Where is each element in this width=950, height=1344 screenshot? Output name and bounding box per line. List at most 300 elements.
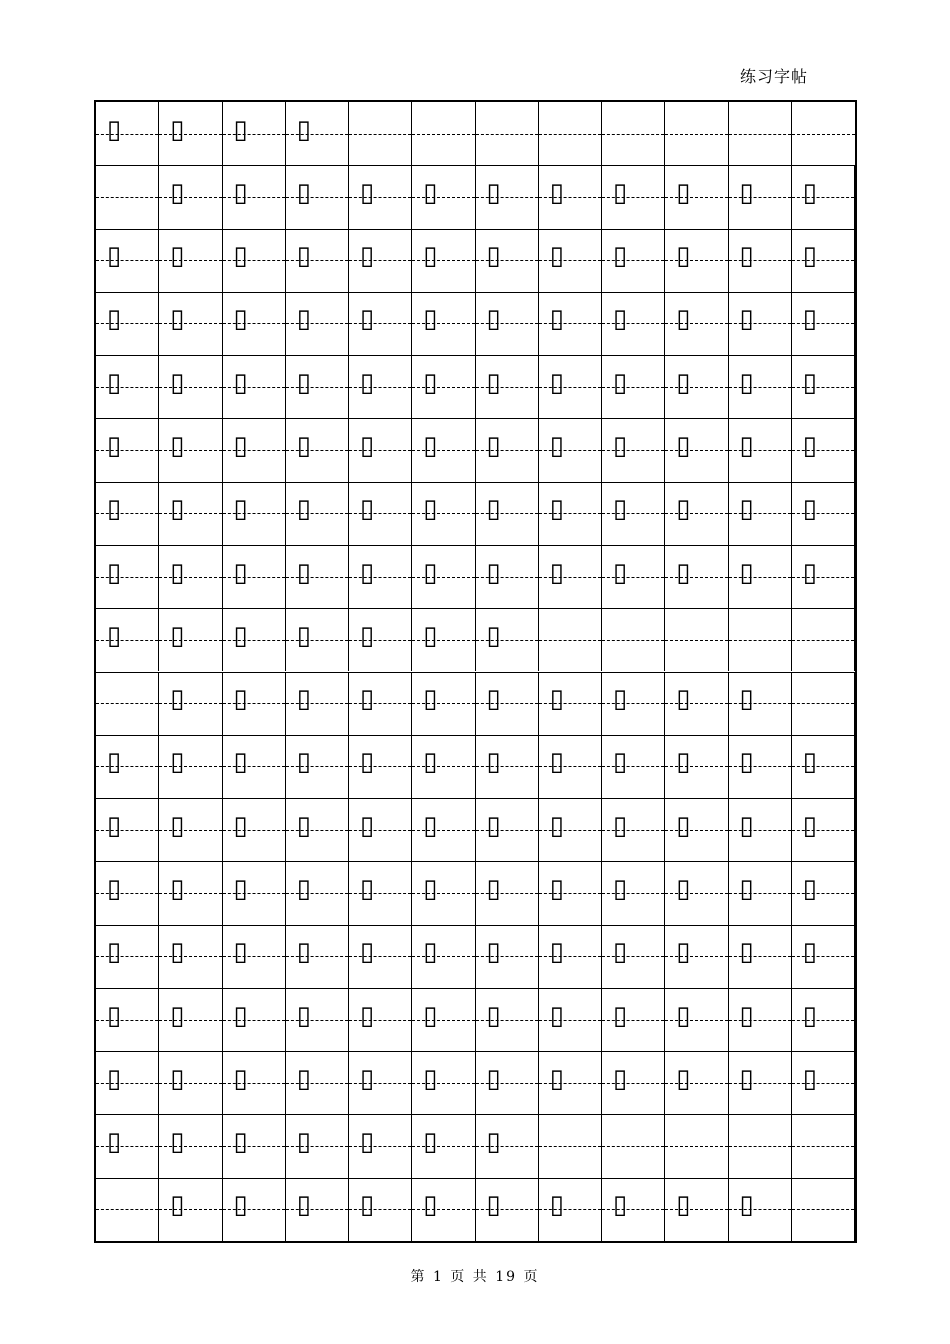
practice-character: ▯ xyxy=(739,873,754,904)
row-divider xyxy=(96,988,855,989)
grid-cell xyxy=(476,608,539,671)
grid-cell xyxy=(412,925,475,988)
grid-cell xyxy=(665,482,728,545)
grid-cell xyxy=(792,545,855,608)
practice-character: ▯ xyxy=(486,304,501,335)
practice-character: ▯ xyxy=(423,747,438,778)
practice-character: ▯ xyxy=(612,431,628,461)
practice-character: ▯ xyxy=(359,367,375,398)
grid-cell xyxy=(286,1178,349,1241)
grid-cell xyxy=(665,672,728,735)
grid-cell xyxy=(223,861,286,924)
grid-cell xyxy=(96,482,159,545)
practice-character: ▯ xyxy=(612,557,628,588)
grid-cell xyxy=(476,482,539,545)
grid-cell xyxy=(476,102,539,165)
grid-cell xyxy=(602,1114,665,1177)
cell-guide-line xyxy=(665,1146,727,1147)
grid-cell xyxy=(476,292,539,355)
grid-cell xyxy=(223,545,286,608)
grid-cell xyxy=(349,102,412,165)
grid-cell xyxy=(286,355,349,418)
grid-cell xyxy=(286,861,349,924)
grid-cell xyxy=(159,165,222,228)
practice-character: ▯ xyxy=(359,937,375,968)
practice-character: ▯ xyxy=(423,494,438,525)
grid-cell xyxy=(602,292,665,355)
grid-cell xyxy=(729,988,792,1051)
practice-character: ▯ xyxy=(233,1063,248,1094)
practice-character: ▯ xyxy=(486,873,501,904)
practice-character: ▯ xyxy=(170,241,185,272)
practice-character: ▯ xyxy=(612,177,628,208)
grid-cell xyxy=(349,418,412,481)
practice-character: ▯ xyxy=(170,557,185,588)
practice-character: ▯ xyxy=(486,177,501,208)
practice-character: ▯ xyxy=(739,1000,754,1031)
practice-character: ▯ xyxy=(170,494,185,525)
practice-character: ▯ xyxy=(802,1000,817,1031)
grid-cell xyxy=(96,798,159,861)
grid-cell xyxy=(286,672,349,735)
practice-character: ▯ xyxy=(739,431,754,461)
practice-character: ▯ xyxy=(170,177,185,208)
grid-cell xyxy=(792,672,855,735)
practice-character: ▯ xyxy=(296,873,311,904)
grid-cell xyxy=(286,102,349,165)
row-divider xyxy=(96,418,855,419)
practice-character: ▯ xyxy=(359,1190,375,1221)
grid-cell xyxy=(476,165,539,228)
grid-cell xyxy=(412,988,475,1051)
grid-cell xyxy=(349,798,412,861)
grid-cell xyxy=(729,925,792,988)
practice-character: ▯ xyxy=(233,684,248,715)
practice-character: ▯ xyxy=(106,557,122,588)
grid-cell xyxy=(349,735,412,798)
practice-character: ▯ xyxy=(676,1190,691,1221)
grid-cell xyxy=(729,735,792,798)
practice-character: ▯ xyxy=(486,494,501,525)
grid-cell xyxy=(602,735,665,798)
grid-cell xyxy=(665,1178,728,1241)
practice-character: ▯ xyxy=(802,494,817,525)
grid-cell xyxy=(792,988,855,1051)
practice-character: ▯ xyxy=(106,1127,122,1158)
grid-cell xyxy=(476,1178,539,1241)
practice-character: ▯ xyxy=(549,177,564,208)
practice-character: ▯ xyxy=(676,1000,691,1031)
practice-character: ▯ xyxy=(802,1063,817,1094)
grid-cell xyxy=(96,608,159,671)
row-divider xyxy=(96,861,855,862)
practice-character: ▯ xyxy=(549,1190,564,1221)
grid-cell xyxy=(223,292,286,355)
grid-cell xyxy=(159,1114,222,1177)
grid-cell xyxy=(96,988,159,1051)
cell-guide-line xyxy=(792,640,854,641)
grid-row xyxy=(96,735,855,798)
practice-character: ▯ xyxy=(676,431,691,461)
practice-character: ▯ xyxy=(423,873,438,904)
practice-character: ▯ xyxy=(296,304,311,335)
grid-cell xyxy=(159,672,222,735)
grid-cell xyxy=(729,292,792,355)
grid-cell xyxy=(665,292,728,355)
practice-character: ▯ xyxy=(802,367,817,398)
practice-character: ▯ xyxy=(296,684,311,715)
practice-character: ▯ xyxy=(106,494,122,525)
grid-cell xyxy=(476,735,539,798)
practice-character: ▯ xyxy=(170,114,185,145)
practice-character: ▯ xyxy=(423,367,438,398)
grid-cell xyxy=(476,418,539,481)
grid-cell xyxy=(412,482,475,545)
practice-character: ▯ xyxy=(676,494,691,525)
grid-cell xyxy=(665,229,728,292)
practice-character: ▯ xyxy=(486,1000,501,1031)
grid-cell xyxy=(223,798,286,861)
practice-character: ▯ xyxy=(612,304,628,335)
grid-cell xyxy=(286,165,349,228)
row-divider xyxy=(96,672,855,673)
practice-character: ▯ xyxy=(106,937,122,968)
grid-cell xyxy=(665,798,728,861)
grid-cell xyxy=(476,229,539,292)
practice-character: ▯ xyxy=(296,1127,311,1158)
grid-cell xyxy=(792,165,855,228)
grid-cell xyxy=(476,988,539,1051)
grid-cell xyxy=(602,798,665,861)
grid-cell xyxy=(729,672,792,735)
grid-row xyxy=(96,418,855,481)
grid-cell xyxy=(96,735,159,798)
grid-cell xyxy=(602,861,665,924)
practice-character: ▯ xyxy=(296,1063,311,1094)
grid-cell xyxy=(539,1178,602,1241)
practice-character: ▯ xyxy=(170,1127,185,1158)
row-divider xyxy=(96,229,855,230)
grid-cell xyxy=(412,165,475,228)
grid-cell xyxy=(539,988,602,1051)
row-divider xyxy=(96,292,855,293)
cell-guide-line xyxy=(665,134,727,135)
practice-character: ▯ xyxy=(233,494,248,525)
grid-cell xyxy=(729,355,792,418)
practice-character: ▯ xyxy=(739,367,754,398)
practice-character: ▯ xyxy=(106,1063,122,1094)
grid-cell xyxy=(96,1178,159,1241)
grid-row xyxy=(96,798,855,861)
grid-cell xyxy=(665,355,728,418)
grid-cell xyxy=(792,355,855,418)
grid-cell xyxy=(286,229,349,292)
grid-cell xyxy=(96,1114,159,1177)
practice-grid xyxy=(94,100,857,1243)
practice-character: ▯ xyxy=(359,873,375,904)
practice-character: ▯ xyxy=(423,937,438,968)
practice-character: ▯ xyxy=(233,557,248,588)
grid-cell xyxy=(412,1114,475,1177)
cell-guide-line xyxy=(792,1146,854,1147)
practice-character: ▯ xyxy=(106,431,122,461)
grid-cell xyxy=(602,165,665,228)
practice-character: ▯ xyxy=(486,557,501,588)
grid-cell xyxy=(665,418,728,481)
grid-cell xyxy=(665,925,728,988)
practice-character: ▯ xyxy=(233,177,248,208)
practice-character: ▯ xyxy=(233,1190,248,1221)
practice-character: ▯ xyxy=(549,304,564,335)
grid-cell xyxy=(729,1114,792,1177)
grid-cell xyxy=(286,482,349,545)
practice-character: ▯ xyxy=(359,1063,375,1094)
grid-cell xyxy=(665,102,728,165)
practice-character: ▯ xyxy=(739,241,754,272)
practice-character: ▯ xyxy=(676,810,691,841)
grid-cell xyxy=(96,672,159,735)
grid-row xyxy=(96,925,855,988)
practice-character: ▯ xyxy=(170,873,185,904)
grid-cell xyxy=(665,1051,728,1114)
practice-character: ▯ xyxy=(423,177,438,208)
practice-character: ▯ xyxy=(106,367,122,398)
practice-character: ▯ xyxy=(106,114,122,145)
grid-cell xyxy=(792,229,855,292)
practice-character: ▯ xyxy=(739,810,754,841)
practice-character: ▯ xyxy=(296,367,311,398)
grid-cell xyxy=(159,861,222,924)
practice-character: ▯ xyxy=(802,431,817,461)
grid-cell xyxy=(159,798,222,861)
grid-cell xyxy=(792,1114,855,1177)
practice-character: ▯ xyxy=(359,1127,375,1158)
grid-cell xyxy=(286,418,349,481)
grid-cell xyxy=(412,608,475,671)
practice-character: ▯ xyxy=(612,1000,628,1031)
grid-cell xyxy=(539,861,602,924)
grid-cell xyxy=(729,229,792,292)
grid-cell xyxy=(539,672,602,735)
cell-guide-line xyxy=(476,134,538,135)
practice-character: ▯ xyxy=(170,684,185,715)
practice-character: ▯ xyxy=(106,873,122,904)
practice-character: ▯ xyxy=(549,431,564,461)
grid-cell xyxy=(539,418,602,481)
grid-cell xyxy=(602,925,665,988)
practice-character: ▯ xyxy=(612,241,628,272)
grid-cell xyxy=(159,545,222,608)
grid-cell xyxy=(349,925,412,988)
grid-cell xyxy=(476,1051,539,1114)
grid-cell xyxy=(792,798,855,861)
cell-guide-line xyxy=(792,1209,854,1210)
grid-cell xyxy=(412,545,475,608)
grid-cell xyxy=(665,861,728,924)
grid-cell xyxy=(412,102,475,165)
grid-cell xyxy=(286,925,349,988)
grid-cell xyxy=(539,545,602,608)
practice-character: ▯ xyxy=(296,1000,311,1031)
practice-character: ▯ xyxy=(359,177,375,208)
practice-character: ▯ xyxy=(296,177,311,208)
grid-cell xyxy=(476,355,539,418)
practice-character: ▯ xyxy=(549,873,564,904)
grid-cell xyxy=(286,1051,349,1114)
grid-cell xyxy=(539,229,602,292)
grid-cell xyxy=(412,735,475,798)
grid-cell xyxy=(349,1114,412,1177)
practice-character: ▯ xyxy=(296,431,311,461)
practice-character: ▯ xyxy=(423,810,438,841)
grid-row xyxy=(96,988,855,1051)
practice-character: ▯ xyxy=(423,1190,438,1221)
practice-character: ▯ xyxy=(170,810,185,841)
grid-cell xyxy=(412,1051,475,1114)
practice-character: ▯ xyxy=(170,1190,185,1221)
grid-cell xyxy=(96,165,159,228)
practice-character: ▯ xyxy=(802,747,817,778)
practice-character: ▯ xyxy=(486,747,501,778)
practice-character: ▯ xyxy=(612,1063,628,1094)
grid-row xyxy=(96,355,855,418)
practice-character: ▯ xyxy=(106,620,122,651)
grid-cell xyxy=(412,1178,475,1241)
practice-character: ▯ xyxy=(486,1063,501,1094)
practice-character: ▯ xyxy=(676,684,691,715)
grid-cell xyxy=(349,672,412,735)
cell-guide-line xyxy=(665,640,727,641)
grid-cell xyxy=(286,545,349,608)
grid-cell xyxy=(412,798,475,861)
practice-character: ▯ xyxy=(612,937,628,968)
grid-cell xyxy=(792,418,855,481)
grid-cell xyxy=(539,925,602,988)
grid-cell xyxy=(159,355,222,418)
grid-cell xyxy=(412,672,475,735)
practice-character: ▯ xyxy=(549,1000,564,1031)
practice-character: ▯ xyxy=(423,1000,438,1031)
grid-cell xyxy=(286,735,349,798)
practice-character: ▯ xyxy=(423,241,438,272)
page-number-footer: 第 1 页 共 19 页 xyxy=(410,1269,540,1285)
grid-row xyxy=(96,482,855,545)
grid-cell xyxy=(159,292,222,355)
practice-character: ▯ xyxy=(739,747,754,778)
practice-character: ▯ xyxy=(486,1127,501,1158)
grid-cell xyxy=(349,545,412,608)
grid-cell xyxy=(96,545,159,608)
practice-character: ▯ xyxy=(170,304,185,335)
grid-cell xyxy=(223,1178,286,1241)
grid-cell xyxy=(96,102,159,165)
grid-cell xyxy=(729,608,792,671)
practice-character: ▯ xyxy=(802,557,817,588)
grid-cell xyxy=(539,608,602,671)
practice-character: ▯ xyxy=(739,557,754,588)
grid-row xyxy=(96,229,855,292)
cell-guide-line xyxy=(602,640,664,641)
grid-cell xyxy=(729,1051,792,1114)
practice-character: ▯ xyxy=(359,241,375,272)
practice-character: ▯ xyxy=(676,241,691,272)
grid-cell xyxy=(539,165,602,228)
row-divider xyxy=(96,798,855,799)
grid-cell xyxy=(412,355,475,418)
grid-cell xyxy=(602,1178,665,1241)
practice-character: ▯ xyxy=(676,304,691,335)
grid-cell xyxy=(476,545,539,608)
grid-cell xyxy=(729,418,792,481)
grid-cell xyxy=(223,418,286,481)
grid-cell xyxy=(792,482,855,545)
practice-character: ▯ xyxy=(233,367,248,398)
practice-character: ▯ xyxy=(233,810,248,841)
grid-cell xyxy=(665,988,728,1051)
practice-character: ▯ xyxy=(676,937,691,968)
practice-character: ▯ xyxy=(423,684,438,715)
grid-cell xyxy=(159,608,222,671)
grid-row xyxy=(96,608,855,671)
grid-cell xyxy=(159,1178,222,1241)
cell-guide-line xyxy=(729,134,791,135)
practice-character: ▯ xyxy=(170,1000,185,1031)
row-divider xyxy=(96,1178,855,1179)
cell-guide-line xyxy=(539,134,601,135)
cell-guide-line xyxy=(729,1146,791,1147)
grid-cell xyxy=(349,861,412,924)
practice-character: ▯ xyxy=(802,873,817,904)
grid-cell xyxy=(223,608,286,671)
grid-cell xyxy=(476,672,539,735)
grid-cell xyxy=(539,798,602,861)
practice-character: ▯ xyxy=(612,747,628,778)
practice-character: ▯ xyxy=(739,494,754,525)
grid-cell xyxy=(159,102,222,165)
grid-cell xyxy=(665,1114,728,1177)
practice-character: ▯ xyxy=(106,241,122,272)
practice-character: ▯ xyxy=(486,937,501,968)
practice-character: ▯ xyxy=(233,873,248,904)
grid-row xyxy=(96,545,855,608)
row-divider xyxy=(96,1114,855,1115)
row-divider xyxy=(96,545,855,546)
practice-character: ▯ xyxy=(486,620,501,651)
grid-cell xyxy=(286,292,349,355)
grid-cell xyxy=(539,102,602,165)
practice-character: ▯ xyxy=(549,557,564,588)
practice-character: ▯ xyxy=(170,620,185,651)
cell-guide-line xyxy=(792,703,854,704)
practice-character: ▯ xyxy=(359,1000,375,1031)
grid-row xyxy=(96,292,855,355)
grid-cell xyxy=(539,292,602,355)
practice-character: ▯ xyxy=(359,557,375,588)
grid-cell xyxy=(96,861,159,924)
grid-cell xyxy=(539,735,602,798)
practice-character: ▯ xyxy=(233,241,248,272)
practice-character: ▯ xyxy=(233,1127,248,1158)
cell-guide-line xyxy=(729,640,791,641)
practice-character: ▯ xyxy=(739,304,754,335)
practice-character: ▯ xyxy=(106,304,122,335)
grid-cell xyxy=(729,1178,792,1241)
practice-character: ▯ xyxy=(233,114,248,145)
grid-cell xyxy=(729,545,792,608)
grid-cell xyxy=(96,292,159,355)
cell-guide-line xyxy=(539,640,601,641)
grid-cell xyxy=(665,735,728,798)
